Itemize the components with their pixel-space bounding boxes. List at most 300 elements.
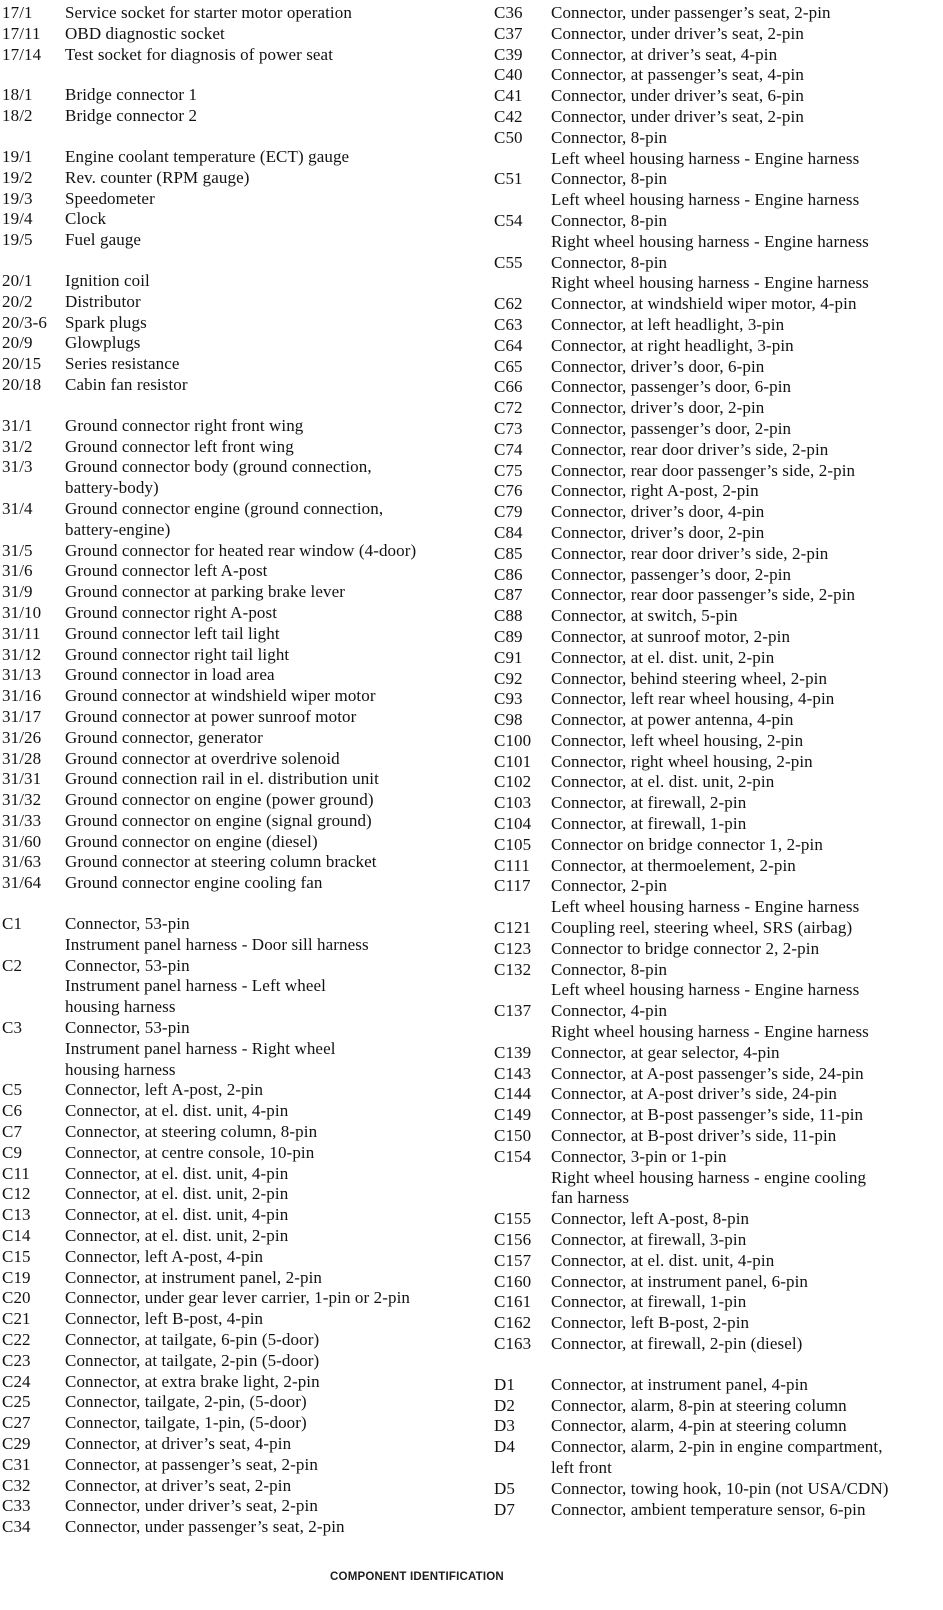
- description-line: Connector, left B-post, 4-pin: [65, 1309, 264, 1329]
- component-code: C139: [494, 1042, 532, 1062]
- component-code: 20/18: [2, 374, 42, 394]
- description-line: Connector, 8-pin: [551, 169, 668, 189]
- description-line: Connector, alarm, 4-pin at steering column: [551, 1416, 847, 1436]
- component-entry: [494, 960, 942, 1002]
- description-line: Connector, at el. dist. unit, 2-pin: [65, 1184, 289, 1204]
- component-description: [65, 665, 472, 686]
- component-code: 31/60: [2, 831, 42, 851]
- component-description: [551, 294, 942, 315]
- component-entry: [494, 1064, 942, 1085]
- component-description: [65, 790, 472, 811]
- component-entry: [2, 914, 472, 956]
- component-code: C154: [494, 1146, 532, 1166]
- component-description: [65, 416, 472, 437]
- component-code: 31/2: [2, 436, 33, 456]
- description-line: Left wheel housing harness - Engine harness: [551, 148, 860, 168]
- description-line: housing harness: [65, 1059, 176, 1079]
- component-entry: [494, 835, 942, 856]
- component-entry: [2, 24, 472, 45]
- description-line: Connector, at passenger’s seat, 2-pin: [65, 1454, 318, 1474]
- component-description: [551, 689, 942, 710]
- component-code: C65: [494, 356, 523, 376]
- description-line: Connector, at B-post driver’s side, 11-pin: [551, 1126, 837, 1146]
- component-entry: [2, 1476, 472, 1497]
- component-code: C155: [494, 1209, 532, 1229]
- component-entry: [2, 230, 472, 251]
- component-code: C163: [494, 1334, 532, 1353]
- component-description: [65, 375, 472, 396]
- description-line: Connector, at el. dist. unit, 2-pin: [551, 647, 775, 667]
- component-entry: [2, 45, 472, 66]
- component-description: [551, 856, 942, 877]
- description-line: Connector, 8-pin: [551, 959, 668, 979]
- component-code: C75: [494, 460, 523, 480]
- component-description: [551, 1043, 942, 1064]
- component-description: [551, 1105, 942, 1126]
- component-code: 18/2: [2, 106, 33, 126]
- component-description: [551, 398, 942, 419]
- component-entry: [494, 752, 942, 773]
- component-code: C19: [2, 1267, 31, 1287]
- component-description: [65, 1268, 472, 1289]
- component-entry: [494, 128, 942, 170]
- component-entry: [2, 333, 472, 354]
- component-code: 19/5: [2, 230, 33, 250]
- component-code: C13: [2, 1205, 31, 1225]
- description-line: Test socket for diagnosis of power seat: [65, 44, 334, 64]
- component-description: [65, 499, 472, 541]
- description-line: Connector, under passenger’s seat, 2-pin: [65, 1517, 345, 1537]
- description-line: Ground connector left tail light: [65, 623, 280, 643]
- component-description: [551, 1292, 942, 1313]
- component-entry: [494, 1437, 942, 1479]
- component-code: 17/11: [2, 23, 41, 43]
- description-line: Connector, at right headlight, 3-pin: [551, 335, 794, 355]
- component-entry: [2, 1496, 472, 1517]
- component-entry: [494, 1416, 942, 1437]
- component-entry: [494, 169, 942, 211]
- component-entry: [2, 873, 472, 894]
- component-code: 20/1: [2, 270, 33, 290]
- component-description: [551, 814, 942, 835]
- component-entry: [494, 86, 942, 107]
- description-line: Connector, towing hook, 10-pin (not USA/CDN): [551, 1478, 889, 1498]
- component-code: C157: [494, 1250, 532, 1270]
- component-code: 17/14: [2, 44, 42, 64]
- component-entry: [494, 398, 942, 419]
- component-entry: [2, 1184, 472, 1205]
- description-line: housing harness: [65, 997, 176, 1017]
- component-entry: [2, 956, 472, 1018]
- component-description: [65, 728, 472, 749]
- component-code: C91: [494, 647, 523, 667]
- description-line: Right wheel housing harness - Engine harness: [551, 1022, 869, 1042]
- component-entry: [494, 3, 942, 24]
- component-description: [65, 271, 472, 292]
- component-entry: [2, 147, 472, 168]
- component-description: [551, 835, 942, 856]
- component-code: 31/4: [2, 498, 33, 518]
- component-entry: [494, 1272, 942, 1293]
- component-entry: [494, 294, 942, 315]
- component-description: [551, 1500, 942, 1521]
- component-code: D2: [494, 1395, 515, 1415]
- description-line: left front: [551, 1457, 612, 1477]
- component-description: [65, 1476, 472, 1497]
- description-line: Connector, at instrument panel, 2-pin: [65, 1267, 323, 1287]
- component-description: [65, 603, 472, 624]
- description-line: Ground connection rail in el. distribution unit: [65, 769, 379, 789]
- component-description: [65, 147, 472, 168]
- description-line: Connector, under driver’s seat, 6-pin: [551, 86, 804, 106]
- component-entry: [2, 811, 472, 832]
- description-line: Connector, at el. dist. unit, 2-pin: [551, 772, 775, 792]
- entry-group: [2, 271, 472, 396]
- component-description: [551, 1084, 942, 1105]
- component-code: 31/64: [2, 873, 42, 893]
- component-description: [551, 461, 942, 482]
- component-description: [65, 582, 472, 603]
- component-description: [65, 1392, 472, 1413]
- component-code: C3: [2, 1018, 23, 1038]
- description-line: Engine coolant temperature (ECT) gauge: [65, 146, 350, 166]
- entry-group: [494, 3, 942, 1355]
- description-line: Connector, at switch, 5-pin: [551, 606, 738, 626]
- component-description: [65, 1226, 472, 1247]
- description-line: Connector, at extra brake light, 2-pin: [65, 1371, 320, 1391]
- component-description: [65, 686, 472, 707]
- component-entry: [2, 1018, 472, 1080]
- component-description: [551, 169, 942, 211]
- component-entry: [494, 1396, 942, 1417]
- description-line: Ground connector body (ground connection,: [65, 457, 372, 477]
- component-description: [551, 1230, 942, 1251]
- description-line: Connector, at el. dist. unit, 4-pin: [65, 1205, 289, 1225]
- component-entry: [2, 1122, 472, 1143]
- component-code: 31/31: [2, 769, 42, 789]
- component-entry: [494, 502, 942, 523]
- component-description: [65, 1372, 472, 1393]
- description-line: Connector, passenger’s door, 2-pin: [551, 418, 792, 438]
- component-entry: [494, 876, 942, 918]
- description-line: Connector, driver’s door, 2-pin: [551, 398, 765, 418]
- component-code: C37: [494, 23, 523, 43]
- component-entry: [2, 852, 472, 873]
- component-code: C160: [494, 1271, 532, 1291]
- component-description: [551, 1064, 942, 1085]
- description-line: Ground connector left A-post: [65, 561, 268, 581]
- description-line: Right wheel housing harness - Engine harness: [551, 231, 869, 251]
- description-line: Connector, at A-post driver’s side, 24-pin: [551, 1084, 838, 1104]
- component-description: [65, 106, 472, 127]
- description-line: Connector, driver’s door, 4-pin: [551, 502, 765, 522]
- description-line: Right wheel housing harness - engine cooling: [551, 1167, 867, 1187]
- description-line: Ground connector on engine (signal ground): [65, 810, 372, 830]
- component-code: C105: [494, 834, 532, 854]
- component-code: C132: [494, 959, 532, 979]
- description-line: Ground connector on engine (power ground): [65, 790, 374, 810]
- component-description: [551, 1437, 942, 1479]
- description-line: Connector, 8-pin: [551, 252, 668, 272]
- description-line: Connector, at instrument panel, 6-pin: [551, 1271, 809, 1291]
- component-code: 31/28: [2, 748, 42, 768]
- component-description: [551, 1313, 942, 1334]
- component-entry: [2, 665, 472, 686]
- description-line: battery-body): [65, 478, 159, 498]
- component-description: [65, 1517, 472, 1538]
- component-description: [551, 440, 942, 461]
- component-code: 31/33: [2, 810, 42, 830]
- component-description: [551, 211, 942, 253]
- component-entry: [2, 1080, 472, 1101]
- component-entry: [494, 357, 942, 378]
- component-description: [65, 832, 472, 853]
- description-line: Connector on bridge connector 1, 2-pin: [551, 834, 823, 854]
- description-line: Series resistance: [65, 354, 180, 374]
- description-line: Coupling reel, steering wheel, SRS (airbag): [551, 918, 853, 938]
- component-code: C23: [2, 1350, 31, 1370]
- entry-group: [2, 85, 472, 127]
- component-entry: [494, 939, 942, 960]
- description-line: Left wheel housing harness - Engine harness: [551, 897, 860, 917]
- component-description: [551, 731, 942, 752]
- component-description: [551, 565, 942, 586]
- component-entry: [494, 1500, 942, 1521]
- description-line: Connector, at el. dist. unit, 2-pin: [65, 1226, 289, 1246]
- component-description: [65, 624, 472, 645]
- component-code: 19/3: [2, 188, 33, 208]
- component-description: [551, 1375, 942, 1396]
- description-line: Ground connector right A-post: [65, 602, 278, 622]
- description-line: Connector, 8-pin: [551, 127, 668, 147]
- description-line: Connector, at firewall, 2-pin (diesel): [551, 1334, 803, 1353]
- component-code: C74: [494, 439, 523, 459]
- component-code: C117: [494, 876, 531, 896]
- description-line: Ground connector at parking brake lever: [65, 582, 346, 602]
- description-line: Connector, rear door driver’s side, 2-pin: [551, 543, 829, 563]
- component-entry: [2, 271, 472, 292]
- component-entry: [494, 1105, 942, 1126]
- component-description: [65, 1122, 472, 1143]
- component-code: 31/32: [2, 790, 42, 810]
- description-line: Connector, 53-pin: [65, 914, 190, 934]
- description-line: Connector, at el. dist. unit, 4-pin: [65, 1163, 289, 1183]
- component-entry: [2, 832, 472, 853]
- component-description: [65, 914, 472, 956]
- description-line: Instrument panel harness - Right wheel: [65, 1038, 336, 1058]
- description-line: Ground connector at power sunroof motor: [65, 706, 357, 726]
- component-entry: [494, 689, 942, 710]
- description-line: Ground connector left front wing: [65, 436, 294, 456]
- component-description: [65, 437, 472, 458]
- description-line: Connector, at el. dist. unit, 4-pin: [551, 1250, 775, 1270]
- description-line: Connector, driver’s door, 6-pin: [551, 356, 765, 376]
- description-line: Connector, 53-pin: [65, 1018, 190, 1038]
- component-code: C137: [494, 1001, 532, 1021]
- component-code: C88: [494, 606, 523, 626]
- description-line: Connector, left rear wheel housing, 4-pin: [551, 689, 835, 709]
- entry-group: [2, 914, 472, 1538]
- component-code: 31/10: [2, 602, 42, 622]
- component-description: [65, 168, 472, 189]
- component-description: [551, 65, 942, 86]
- component-description: [551, 648, 942, 669]
- component-entry: [2, 3, 472, 24]
- description-line: Connector, left A-post, 4-pin: [65, 1246, 264, 1266]
- component-code: D4: [494, 1437, 515, 1457]
- component-code: C63: [494, 314, 523, 334]
- component-entry: [2, 541, 472, 562]
- component-entry: [2, 209, 472, 230]
- component-entry: [2, 1226, 472, 1247]
- component-description: [65, 189, 472, 210]
- component-entry: [494, 24, 942, 45]
- description-line: Speedometer: [65, 188, 155, 208]
- component-code: C150: [494, 1126, 532, 1146]
- component-code: C9: [2, 1142, 23, 1162]
- component-description: [65, 45, 472, 66]
- component-description: [65, 1018, 472, 1080]
- component-code: C86: [494, 564, 523, 584]
- component-description: [551, 1396, 942, 1417]
- component-code: C11: [2, 1163, 31, 1183]
- description-line: Connector to bridge connector 2, 2-pin: [551, 938, 820, 958]
- description-line: Ground connector engine (ground connection,: [65, 498, 384, 518]
- component-code: C40: [494, 65, 523, 85]
- component-entry: [2, 1517, 472, 1538]
- component-entry: [2, 457, 472, 499]
- component-code: 18/1: [2, 85, 33, 105]
- component-code: 20/15: [2, 354, 42, 374]
- description-line: Connector, at firewall, 2-pin: [551, 793, 747, 813]
- component-description: [65, 852, 472, 873]
- component-description: [65, 209, 472, 230]
- component-code: C21: [2, 1309, 31, 1329]
- component-code: 31/13: [2, 665, 42, 685]
- component-code: C62: [494, 294, 523, 314]
- entry-group: [494, 1375, 942, 1521]
- component-description: [65, 1164, 472, 1185]
- component-entry: [494, 440, 942, 461]
- component-entry: [2, 1351, 472, 1372]
- component-entry: [2, 749, 472, 770]
- component-description: [65, 24, 472, 45]
- description-line: Connector, under passenger’s seat, 2-pin: [551, 3, 831, 22]
- description-line: Connector, left A-post, 2-pin: [65, 1080, 264, 1100]
- description-line: Connector, ambient temperature sensor, 6-pin: [551, 1499, 866, 1519]
- component-description: [65, 707, 472, 728]
- description-line: Service socket for starter motor operation: [65, 3, 352, 22]
- component-description: [65, 292, 472, 313]
- component-description: [551, 253, 942, 295]
- component-code: C156: [494, 1230, 532, 1250]
- component-code: C6: [2, 1101, 23, 1121]
- component-description: [65, 1101, 472, 1122]
- description-line: Ground connector on engine (diesel): [65, 831, 318, 851]
- component-code: 31/26: [2, 727, 42, 747]
- component-entry: [2, 354, 472, 375]
- description-line: Connector, at thermoelement, 2-pin: [551, 855, 796, 875]
- component-description: [65, 85, 472, 106]
- component-entry: [2, 1455, 472, 1476]
- description-line: Connector, at tailgate, 2-pin (5-door): [65, 1350, 320, 1370]
- component-code: C144: [494, 1084, 532, 1104]
- component-code: 31/1: [2, 415, 33, 435]
- component-description: [65, 1309, 472, 1330]
- component-description: [65, 3, 472, 24]
- entry-group: [2, 147, 472, 251]
- page-footer-title: COMPONENT IDENTIFICATION: [330, 1571, 504, 1583]
- component-description: [65, 1143, 472, 1164]
- component-code: C14: [2, 1226, 31, 1246]
- component-entry: [2, 645, 472, 666]
- component-entry: [494, 627, 942, 648]
- component-entry: [2, 1372, 472, 1393]
- component-description: [551, 128, 942, 170]
- description-line: Connector, at driver’s seat, 4-pin: [551, 44, 778, 64]
- component-list-column-right: [494, 3, 942, 1520]
- component-entry: [2, 499, 472, 541]
- component-description: [65, 1288, 472, 1309]
- description-line: Connector, left A-post, 8-pin: [551, 1209, 750, 1229]
- component-code: C42: [494, 106, 523, 126]
- component-entry: [2, 1330, 472, 1351]
- component-entry: [494, 419, 942, 440]
- component-entry: [2, 1101, 472, 1122]
- description-line: Connector, at firewall, 3-pin: [551, 1230, 747, 1250]
- component-code: D5: [494, 1478, 515, 1498]
- component-entry: [494, 1001, 942, 1043]
- component-code: 31/17: [2, 706, 42, 726]
- component-description: [65, 749, 472, 770]
- description-line: Connector, at centre console, 10-pin: [65, 1142, 315, 1162]
- component-description: [65, 1330, 472, 1351]
- component-entry: [2, 416, 472, 437]
- component-list-column-left: [2, 3, 472, 1538]
- component-entry: [494, 1479, 942, 1500]
- description-line: Connector, alarm, 8-pin at steering column: [551, 1395, 847, 1415]
- component-code: C72: [494, 398, 523, 418]
- component-description: [551, 960, 942, 1002]
- description-line: Spark plugs: [65, 312, 147, 332]
- component-entry: [494, 461, 942, 482]
- description-line: Connector, at windshield wiper motor, 4-pin: [551, 294, 857, 314]
- description-line: Connector, driver’s door, 2-pin: [551, 522, 765, 542]
- component-entry: [2, 603, 472, 624]
- description-line: Ground connector right front wing: [65, 415, 304, 435]
- description-line: Glowplugs: [65, 333, 141, 353]
- description-line: Ignition coil: [65, 270, 150, 290]
- component-entry: [494, 523, 942, 544]
- description-line: Connector, at gear selector, 4-pin: [551, 1042, 780, 1062]
- component-code: 31/3: [2, 457, 33, 477]
- component-code: 17/1: [2, 3, 33, 22]
- component-code: C22: [2, 1330, 31, 1350]
- component-entry: [494, 336, 942, 357]
- component-code: C161: [494, 1292, 532, 1312]
- component-code: 20/3-6: [2, 312, 47, 332]
- description-line: Clock: [65, 209, 107, 229]
- description-line: Ground connector at steering column bracket: [65, 852, 377, 872]
- description-line: Connector, left wheel housing, 2-pin: [551, 730, 804, 750]
- component-entry: [494, 1043, 942, 1064]
- description-line: Connector, at firewall, 1-pin: [551, 1292, 747, 1312]
- description-line: Connector, right A-post, 2-pin: [551, 481, 759, 501]
- description-line: Bridge connector 1: [65, 85, 198, 105]
- component-entry: [2, 1143, 472, 1164]
- component-entry: [2, 686, 472, 707]
- description-line: Distributor: [65, 291, 141, 311]
